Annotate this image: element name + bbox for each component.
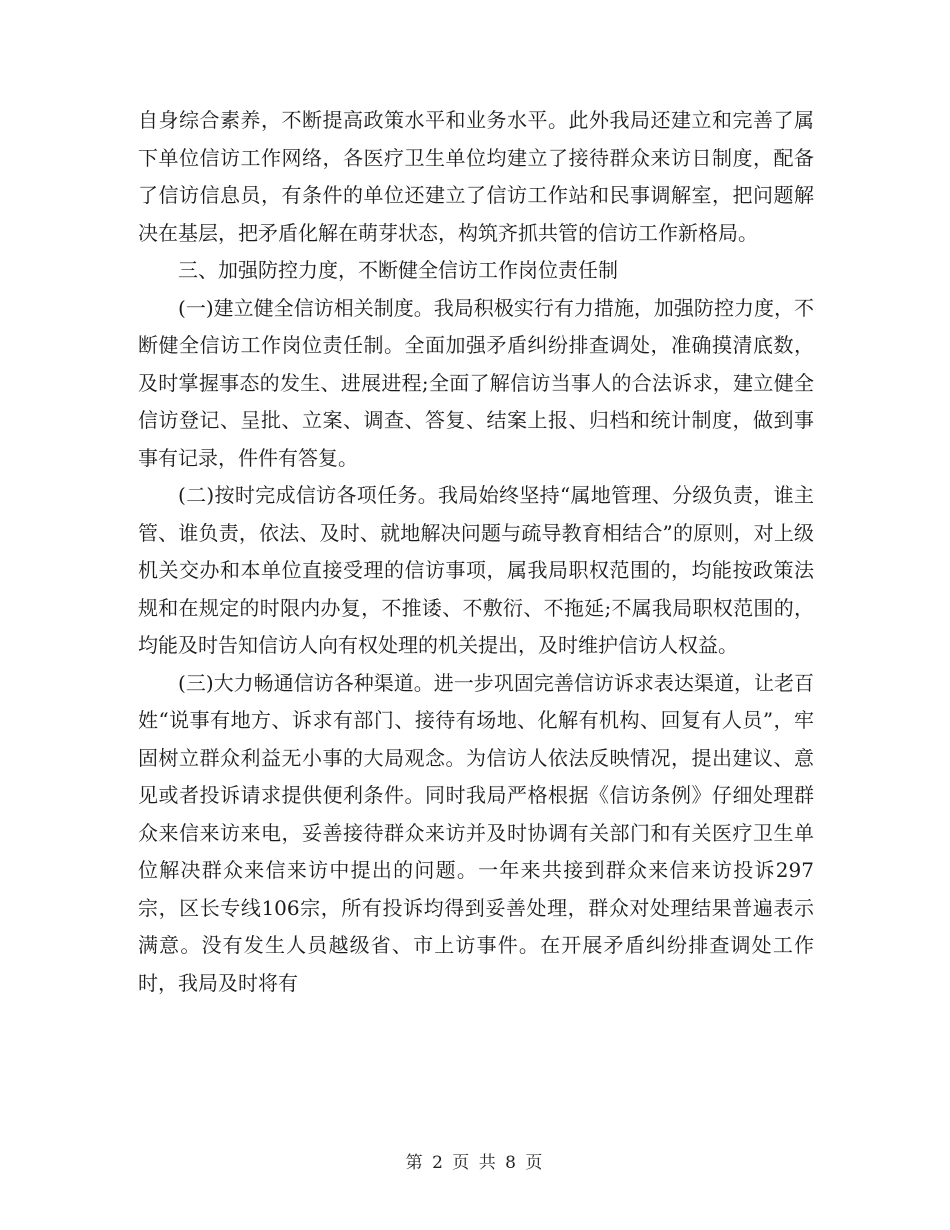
document-body xyxy=(138,102,814,1002)
paragraph-item-3: (三)大力畅通信访各种渠道。进一步巩固完善信访诉求表达渠道，让老百姓“说事有地方、诉求有部门、接待有场地、化解有机构、回复有人员”，牢固树立群众利益无小事的大局观念。为信访人依法反映情况，提出建议、意见或者投诉请求提供便利条件。同时我局严格根据《信访条例》仔细处理群众来信来访来电，妥善接待群众来访并及时协调有关部门和有关医疗卫生单位解决群众来信来访中提出的问题。一年来共接到群众来信来访投诉297宗，区长专线106宗，所有投诉均得到妥善处理，群众对处理结果普遍表示满意。没有发生人员越级省、市上访事件。在开展矛盾纠纷排查调处工作时，我局及时将有 xyxy=(138,670,814,995)
paragraph-item-2: (二)按时完成信访各项任务。我局始终坚持“属地管理、分级负责，谁主管、谁负责，依法、及时、就地解决问题与疏导教育相结合”的原则，对上级机关交办和本单位直接受理的信访事项，属我局职权范围的，均能按政策法规和在规定的时限内办复，不推诿、不敷衍、不拖延;不属我局职权范围的，均能及时告知信访人向有权处理的机关提出，及时维护信访人权益。 xyxy=(138,483,814,657)
paragraph-item-1: (一)建立健全信访相关制度。我局积极实行有力措施，加强防控力度，不断健全信访工作岗位责任制。全面加强矛盾纠纷排查调处，准确摸清底数，及时掌握事态的发生、进展进程;全面了解信访当事人的合法诉求，建立健全信访登记、呈批、立案、调查、答复、结案上报、归档和统计制度，做到事事有记录，件件有答复。 xyxy=(138,295,814,470)
paragraph-continued: 自身综合素养，不断提高政策水平和业务水平。此外我局还建立和完善了属下单位信访工作网络，各医疗卫生单位均建立了接待群众来访日制度，配备了信访信息员，有条件的单位还建立了信访工作站和民事调解室，把问题解决在基层，把矛盾化解在萌芽状态，构筑齐抓共管的信访工作新格局。 xyxy=(138,108,814,245)
page-number-footer: 第 2 页 共 8 页 xyxy=(405,1153,545,1173)
section-heading: 三、加强防控力度，不断健全信访工作岗位责任制 xyxy=(178,258,618,282)
